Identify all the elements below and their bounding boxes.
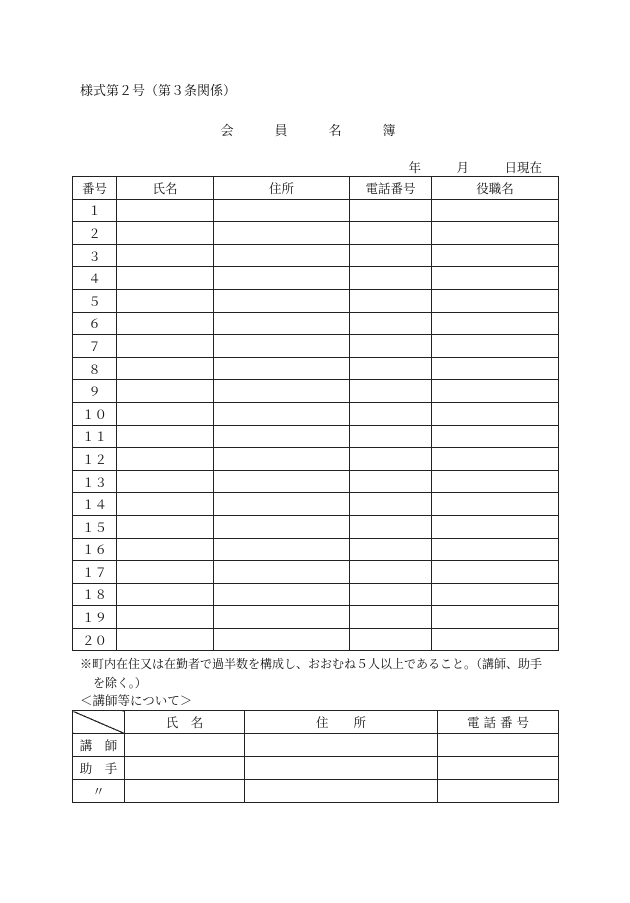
header-position: 役職名 xyxy=(432,177,559,200)
member-phone-cell[interactable] xyxy=(350,312,432,335)
member-name-cell[interactable] xyxy=(117,538,214,561)
note-line-1: ※町内在住又は在勤者で過半数を構成し、おおむね５人以上であること。（講師、助手 xyxy=(80,657,543,671)
member-phone-cell[interactable] xyxy=(350,606,432,629)
member-row xyxy=(73,357,559,380)
row-label-assistant: 助 手 xyxy=(73,757,125,780)
row-label-ditto: 〃 xyxy=(73,780,125,803)
member-number-cell: １５ xyxy=(73,515,117,538)
note-line-2: を除く。） xyxy=(93,676,147,690)
member-address-cell[interactable] xyxy=(214,402,350,425)
member-position-cell[interactable] xyxy=(432,583,559,606)
member-phone-cell[interactable] xyxy=(350,289,432,312)
member-name-cell[interactable] xyxy=(117,448,214,471)
member-name-cell[interactable] xyxy=(117,493,214,516)
ditto-address-cell[interactable] xyxy=(245,780,438,803)
member-phone-cell[interactable] xyxy=(350,267,432,290)
member-number-cell: ２ xyxy=(73,222,117,245)
member-address-cell[interactable] xyxy=(214,312,350,335)
member-address-cell[interactable] xyxy=(214,448,350,471)
member-row xyxy=(73,289,559,312)
member-position-cell[interactable] xyxy=(432,244,559,267)
member-position-cell[interactable] xyxy=(432,267,559,290)
diagonal-corner-cell xyxy=(73,711,125,734)
ditto-phone-cell[interactable] xyxy=(438,780,559,803)
member-row xyxy=(73,561,559,584)
instructor-header-row xyxy=(73,711,559,734)
member-phone-cell[interactable] xyxy=(350,402,432,425)
member-position-cell[interactable] xyxy=(432,289,559,312)
member-name-cell[interactable] xyxy=(117,515,214,538)
member-position-cell[interactable] xyxy=(432,538,559,561)
member-address-cell[interactable] xyxy=(214,380,350,403)
member-address-cell[interactable] xyxy=(214,583,350,606)
member-address-cell[interactable] xyxy=(214,425,350,448)
member-position-cell[interactable] xyxy=(432,312,559,335)
member-number-cell: ４ xyxy=(73,267,117,290)
member-row xyxy=(73,199,559,222)
instructor-row xyxy=(73,780,559,803)
member-number-cell: １２ xyxy=(73,448,117,471)
member-row xyxy=(73,515,559,538)
member-number-cell: １ xyxy=(73,199,117,222)
member-position-cell[interactable] xyxy=(432,357,559,380)
member-name-cell[interactable] xyxy=(117,628,214,651)
member-number-cell: ６ xyxy=(73,312,117,335)
member-roster-table xyxy=(72,176,559,651)
member-number-cell: ７ xyxy=(73,335,117,358)
member-address-cell[interactable] xyxy=(214,470,350,493)
header-address: 住所 xyxy=(214,177,350,200)
member-address-cell[interactable] xyxy=(214,561,350,584)
instructor-row xyxy=(73,734,559,757)
member-phone-cell[interactable] xyxy=(350,628,432,651)
member-position-cell[interactable] xyxy=(432,470,559,493)
member-name-cell[interactable] xyxy=(117,289,214,312)
member-position-cell[interactable] xyxy=(432,493,559,516)
instructor-header-phone: 電 話 番 号 xyxy=(438,711,559,734)
member-position-cell[interactable] xyxy=(432,606,559,629)
member-position-cell[interactable] xyxy=(432,335,559,358)
member-phone-cell[interactable] xyxy=(350,538,432,561)
member-row xyxy=(73,312,559,335)
member-phone-cell[interactable] xyxy=(350,470,432,493)
member-number-cell: １７ xyxy=(73,561,117,584)
member-number-cell: ８ xyxy=(73,357,117,380)
member-position-cell[interactable] xyxy=(432,515,559,538)
form-number-label: 様式第２号（第３条関係） xyxy=(80,84,237,99)
member-address-cell[interactable] xyxy=(214,628,350,651)
member-address-cell[interactable] xyxy=(214,357,350,380)
member-name-cell[interactable] xyxy=(117,583,214,606)
member-position-cell[interactable] xyxy=(432,402,559,425)
instructor-name-cell[interactable] xyxy=(125,734,245,757)
member-number-cell: １３ xyxy=(73,470,117,493)
member-row xyxy=(73,583,559,606)
member-name-cell[interactable] xyxy=(117,199,214,222)
member-header-row xyxy=(73,177,559,200)
header-phone: 電話番号 xyxy=(350,177,432,200)
member-row xyxy=(73,425,559,448)
instructor-phone-cell[interactable] xyxy=(438,734,559,757)
date-year-label: 年 xyxy=(408,160,421,175)
date-day-label: 日現在 xyxy=(504,160,542,175)
ditto-name-cell[interactable] xyxy=(125,780,245,803)
assistant-phone-cell[interactable] xyxy=(438,757,559,780)
member-phone-cell[interactable] xyxy=(350,335,432,358)
member-row xyxy=(73,538,559,561)
member-position-cell[interactable] xyxy=(432,425,559,448)
member-number-cell: １０ xyxy=(73,402,117,425)
member-position-cell[interactable] xyxy=(432,628,559,651)
row-label-instructor: 講 師 xyxy=(73,734,125,757)
member-number-cell: １１ xyxy=(73,425,117,448)
member-row xyxy=(73,244,559,267)
member-number-cell: ２０ xyxy=(73,628,117,651)
member-address-cell[interactable] xyxy=(214,267,350,290)
header-name: 氏名 xyxy=(117,177,214,200)
member-name-cell[interactable] xyxy=(117,335,214,358)
member-address-cell[interactable] xyxy=(214,515,350,538)
member-phone-cell[interactable] xyxy=(350,244,432,267)
member-address-cell[interactable] xyxy=(214,493,350,516)
member-position-cell[interactable] xyxy=(432,448,559,471)
document-title: 会 員 名 簿 xyxy=(220,124,410,139)
member-address-cell[interactable] xyxy=(214,606,350,629)
member-name-cell[interactable] xyxy=(117,606,214,629)
member-phone-cell[interactable] xyxy=(350,199,432,222)
member-phone-cell[interactable] xyxy=(350,222,432,245)
instructor-table xyxy=(72,710,559,803)
member-number-cell: １６ xyxy=(73,538,117,561)
eligibility-note xyxy=(80,655,558,693)
member-name-cell[interactable] xyxy=(117,267,214,290)
member-address-cell[interactable] xyxy=(214,222,350,245)
member-phone-cell[interactable] xyxy=(350,583,432,606)
member-position-cell[interactable] xyxy=(432,380,559,403)
member-row xyxy=(73,335,559,358)
member-number-cell: ５ xyxy=(73,289,117,312)
member-phone-cell[interactable] xyxy=(350,357,432,380)
member-row xyxy=(73,493,559,516)
member-row xyxy=(73,222,559,245)
member-phone-cell[interactable] xyxy=(350,561,432,584)
member-name-cell[interactable] xyxy=(117,357,214,380)
member-row xyxy=(73,470,559,493)
member-number-cell: １９ xyxy=(73,606,117,629)
member-address-cell[interactable] xyxy=(214,244,350,267)
member-position-cell[interactable] xyxy=(432,199,559,222)
member-row xyxy=(73,267,559,290)
member-address-cell[interactable] xyxy=(214,335,350,358)
member-row xyxy=(73,628,559,651)
member-number-cell: ３ xyxy=(73,244,117,267)
member-address-cell[interactable] xyxy=(214,199,350,222)
member-name-cell[interactable] xyxy=(117,402,214,425)
member-phone-cell[interactable] xyxy=(350,448,432,471)
member-name-cell[interactable] xyxy=(117,561,214,584)
member-number-cell: ９ xyxy=(73,380,117,403)
member-address-cell[interactable] xyxy=(214,289,350,312)
member-number-cell: １８ xyxy=(73,583,117,606)
member-row xyxy=(73,606,559,629)
member-number-cell: １４ xyxy=(73,493,117,516)
date-line xyxy=(408,158,542,176)
member-name-cell[interactable] xyxy=(117,312,214,335)
instructor-address-cell[interactable] xyxy=(245,734,438,757)
instructor-header-name: 氏 名 xyxy=(125,711,245,734)
assistant-address-cell[interactable] xyxy=(245,757,438,780)
instructor-row xyxy=(73,757,559,780)
member-row xyxy=(73,448,559,471)
member-name-cell[interactable] xyxy=(117,380,214,403)
member-position-cell[interactable] xyxy=(432,222,559,245)
member-phone-cell[interactable] xyxy=(350,515,432,538)
member-position-cell[interactable] xyxy=(432,561,559,584)
member-name-cell[interactable] xyxy=(117,244,214,267)
member-row xyxy=(73,380,559,403)
member-phone-cell[interactable] xyxy=(350,493,432,516)
instructor-section-heading: ＜講師等について＞ xyxy=(80,693,193,708)
instructor-header-address: 住 所 xyxy=(245,711,438,734)
date-month-label: 月 xyxy=(456,160,469,175)
assistant-name-cell[interactable] xyxy=(125,757,245,780)
member-name-cell[interactable] xyxy=(117,222,214,245)
member-phone-cell[interactable] xyxy=(350,425,432,448)
member-phone-cell[interactable] xyxy=(350,380,432,403)
member-name-cell[interactable] xyxy=(117,470,214,493)
header-number: 番号 xyxy=(73,177,117,200)
member-row xyxy=(73,402,559,425)
member-address-cell[interactable] xyxy=(214,538,350,561)
member-name-cell[interactable] xyxy=(117,425,214,448)
